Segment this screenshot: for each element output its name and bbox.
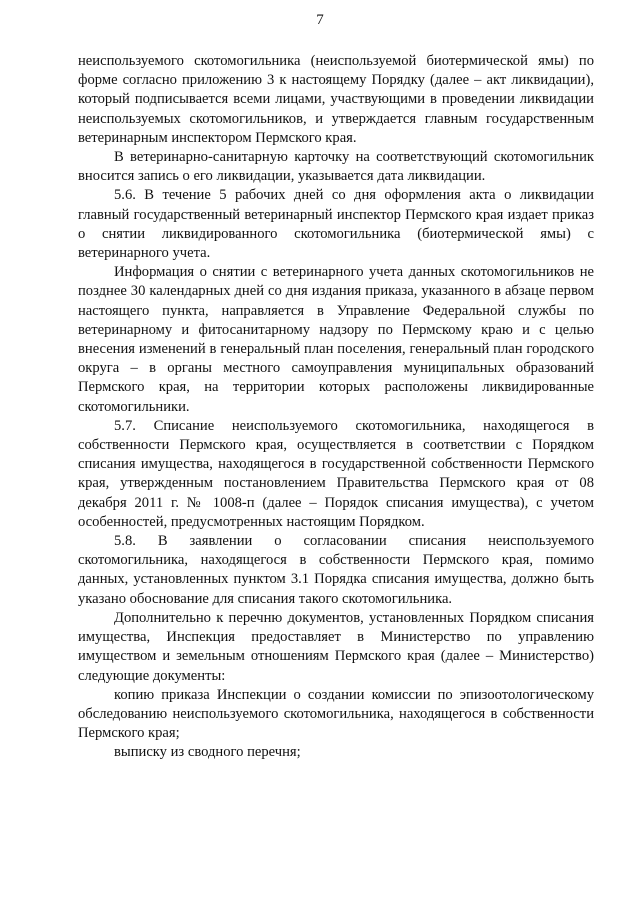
page-number: 7 [316,12,324,28]
list-item-order-copy: копию приказа Инспекции о создании комиссии по эпизоотологическому обследованию неиспользуемого скотомогильника, находящегося в собственности Пермского края; [78,686,594,742]
paragraph-vet-card: В ветеринарно-санитарную карточку на соответствующий скотомогильник вносится запись о его ликвидации, указывается дата ликвидации. [78,149,594,185]
document-body [78,52,594,763]
paragraph-act-continuation: неиспользуемого скотомогильника (неиспользуемой биотермической ямы) по форме согласно приложению 3 к настоящему Порядку (далее – акт ликвидации), который подписывается всеми лицами, участвующими в проведении ликвидации неиспользуемых скотомогильников, и утверждается главным государственным ветеринарным инспектором Пермского края. [78,53,594,146]
paragraph-5-8: 5.8. В заявлении о согласовании списания неиспользуемого скотомогильника, находящегося в собственности Пермского края, помимо данных, установленных пунктом 3.1 Порядка списания имущества, должно быть указано обоснование для списания такого скотомогильника. [78,533,594,607]
paragraph-additional-docs: Дополнительно к перечню документов, установленных Порядком списания имущества, Инспекция предоставляет в Министерство по управлению имуществом и земельным отношениям Пермского края (далее – Министерство) следующие документы: [78,609,594,684]
paragraph-5-6: 5.6. В течение 5 рабочих дней со дня оформления акта о ликвидации главный государственный ветеринарный инспектор Пермского края издает приказ о снятии ликвидированного скотомогильника (биотермической ямы) с ветеринарного учета. [78,187,594,262]
paragraph-5-7: 5.7. Списание неиспользуемого скотомогильника, находящегося в собственности Пермского края, осуществляется в соответствии с Порядком списания имущества, находящегося в государственной собственности Пермского края, утвержденным постановлением Правительства Пермского края от 08 декабря 2011 г. № 1008-п (далее – Порядок списания имущества), с учетом особенностей, предусмотренных настоящим Порядком. [78,417,594,530]
paragraph-info-removal: Информация о снятии с ветеринарного учета данных скотомогильников не позднее 30 календарных дней со дня издания приказа, указанного в абзаце первом настоящего пункта, направляется в Управление Федеральной службы по ветеринарному и фитосанитарному надзору по Пермскому краю и с целью внесения изменений в генеральный план поселения, генеральный план городского округа – в органы местного самоуправления муниципальных образований Пермского края, на территории которых расположены ликвидированные скотомогильники. [78,264,594,415]
list-item-extract: выписку из сводного перечня; [114,744,301,761]
